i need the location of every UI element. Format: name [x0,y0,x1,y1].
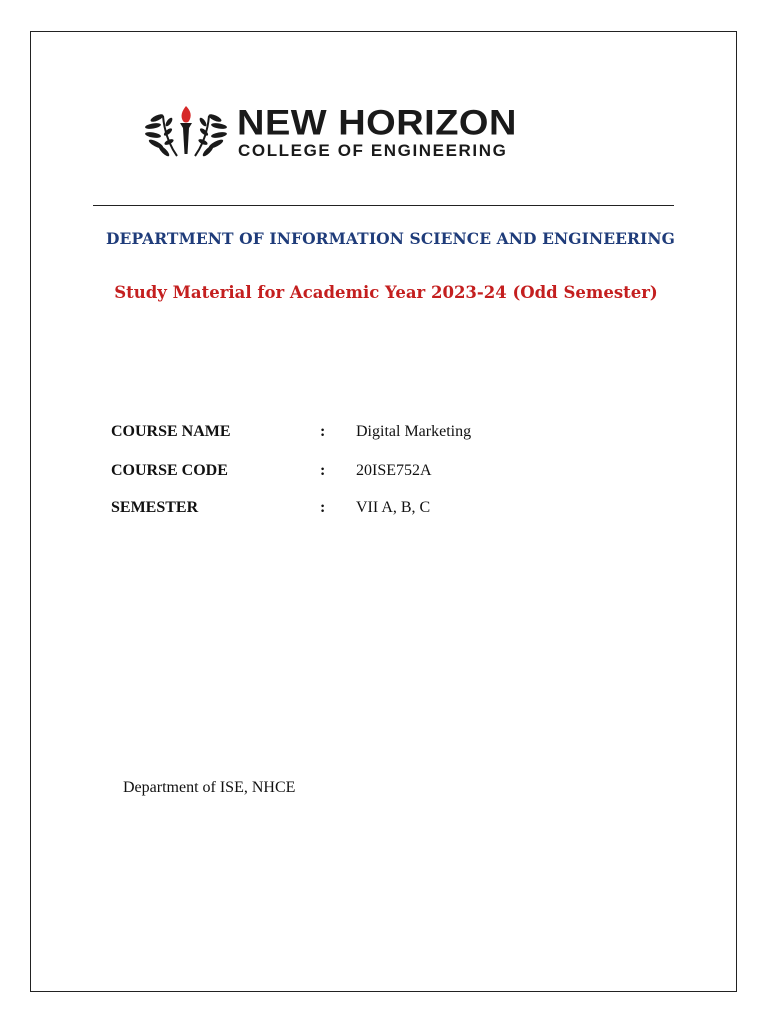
logo-title: NEW HORIZON [237,104,517,143]
course-code-row [0,462,768,484]
semester-value: VII A, B, C [356,499,431,516]
study-material-title: Study Material for Academic Year 2023-24 (Odd Semester) [114,283,658,302]
course-name-row [0,423,768,445]
logo-subtitle: COLLEGE OF ENGINEERING [238,141,508,160]
torch-laurel-icon [143,104,229,160]
course-code-colon: : [320,462,326,479]
course-code-value: 20ISE752A [356,462,432,479]
department-footer: Department of ISE, NHCE [123,779,296,796]
header-divider [93,205,674,206]
course-name-colon: : [320,423,326,440]
semester-row [0,499,768,521]
semester-label: SEMESTER [111,499,199,516]
course-name-value: Digital Marketing [356,423,472,440]
course-code-label: COURSE CODE [111,462,228,479]
semester-colon: : [320,499,326,516]
course-name-label: COURSE NAME [111,423,231,440]
department-heading: DEPARTMENT OF INFORMATION SCIENCE AND ENGINEERING [106,229,675,248]
college-logo [143,104,603,164]
